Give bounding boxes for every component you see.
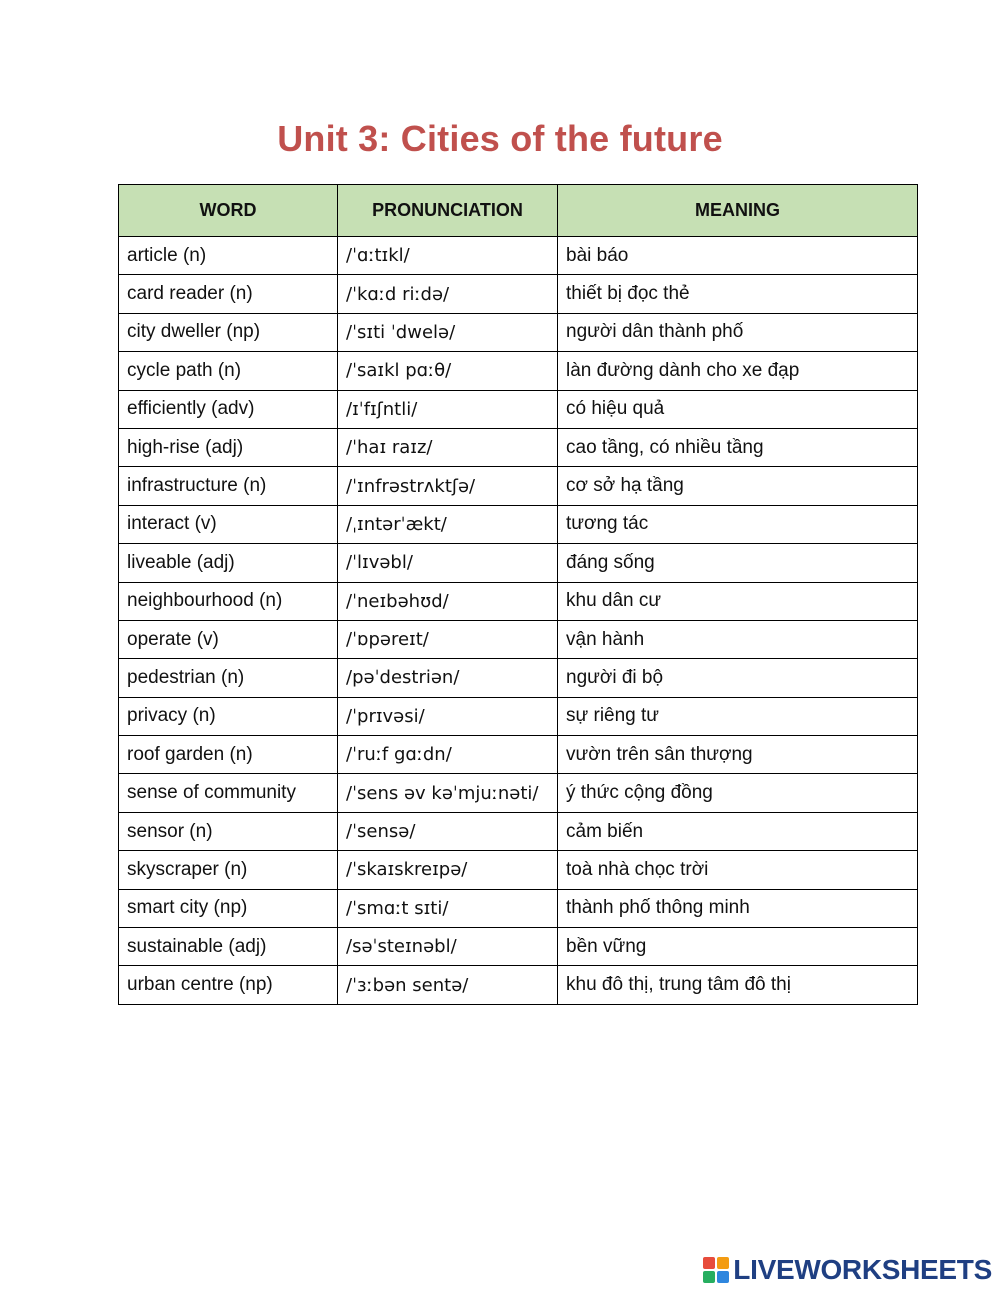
meaning-cell: người đi bộ <box>558 659 918 697</box>
meaning-cell: bài báo <box>558 237 918 275</box>
pronunciation-cell: /ˈsaɪkl pɑːθ/ <box>338 352 558 390</box>
pronunciation-cell: /ˈneɪbəhʊd/ <box>338 582 558 620</box>
word-cell: smart city (np) <box>119 889 338 927</box>
table-row <box>119 467 918 505</box>
table-row <box>119 812 918 850</box>
table-row <box>119 275 918 313</box>
pronunciation-cell: /ˈsens əv kəˈmjuːnəti/ <box>338 774 558 812</box>
table-row <box>119 851 918 889</box>
pronunciation-cell: /ˈkɑːd riːdə/ <box>338 275 558 313</box>
word-cell: cycle path (n) <box>119 352 338 390</box>
pronunciation-cell: /səˈsteɪnəbl/ <box>338 928 558 966</box>
brand-name: LIVEWORKSHEETS <box>733 1254 992 1285</box>
word-cell: high-rise (adj) <box>119 428 338 466</box>
header-word: WORD <box>119 185 338 237</box>
meaning-cell: cao tầng, có nhiều tầng <box>558 428 918 466</box>
meaning-cell: cảm biến <box>558 812 918 850</box>
word-cell: sustainable (adj) <box>119 928 338 966</box>
table-row <box>119 697 918 735</box>
word-cell: article (n) <box>119 237 338 275</box>
meaning-cell: toà nhà chọc trời <box>558 851 918 889</box>
pronunciation-cell: /ˈɑːtɪkl/ <box>338 237 558 275</box>
table-row <box>119 659 918 697</box>
meaning-cell: vận hành <box>558 620 918 658</box>
meaning-cell: người dân thành phố <box>558 313 918 351</box>
pronunciation-cell: /ˈsɪti ˈdwelə/ <box>338 313 558 351</box>
word-cell: efficiently (adv) <box>119 390 338 428</box>
header-meaning: MEANING <box>558 185 918 237</box>
word-cell: liveable (adj) <box>119 544 338 582</box>
table-row <box>119 928 918 966</box>
meaning-cell: cơ sở hạ tầng <box>558 467 918 505</box>
table-row <box>119 966 918 1004</box>
meaning-cell: vườn trên sân thượng <box>558 736 918 774</box>
header-pronunciation: PRONUNCIATION <box>338 185 558 237</box>
table-row <box>119 544 918 582</box>
liveworksheets-brand <box>703 1252 992 1288</box>
table-row <box>119 428 918 466</box>
table-row <box>119 774 918 812</box>
word-cell: neighbourhood (n) <box>119 582 338 620</box>
pronunciation-cell: /pəˈdestriən/ <box>338 659 558 697</box>
word-cell: sensor (n) <box>119 812 338 850</box>
table-row <box>119 352 918 390</box>
pronunciation-cell: /ˈhaɪ raɪz/ <box>338 428 558 466</box>
table-row <box>119 620 918 658</box>
table-row <box>119 505 918 543</box>
word-cell: sense of community <box>119 774 338 812</box>
meaning-cell: tương tác <box>558 505 918 543</box>
word-cell: urban centre (np) <box>119 966 338 1004</box>
pronunciation-cell: /ˈsensə/ <box>338 812 558 850</box>
table-row <box>119 582 918 620</box>
table-row <box>119 889 918 927</box>
table-header-row <box>119 185 918 237</box>
word-cell: pedestrian (n) <box>119 659 338 697</box>
word-cell: skyscraper (n) <box>119 851 338 889</box>
meaning-cell: đáng sống <box>558 544 918 582</box>
word-cell: operate (v) <box>119 620 338 658</box>
meaning-cell: ý thức cộng đồng <box>558 774 918 812</box>
meaning-cell: khu dân cư <box>558 582 918 620</box>
word-cell: infrastructure (n) <box>119 467 338 505</box>
word-cell: card reader (n) <box>119 275 338 313</box>
page-title: Unit 3: Cities of the future <box>277 118 723 159</box>
meaning-cell: bền vững <box>558 928 918 966</box>
word-cell: privacy (n) <box>119 697 338 735</box>
meaning-cell: thiết bị đọc thẻ <box>558 275 918 313</box>
meaning-cell: có hiệu quả <box>558 390 918 428</box>
table-row <box>119 736 918 774</box>
word-cell: city dweller (np) <box>119 313 338 351</box>
pronunciation-cell: /ˌɪntərˈækt/ <box>338 505 558 543</box>
liveworksheets-logo-icon <box>703 1257 729 1283</box>
meaning-cell: sự riêng tư <box>558 697 918 735</box>
table-row <box>119 313 918 351</box>
pronunciation-cell: /ˈɪnfrəstrʌktʃə/ <box>338 467 558 505</box>
pronunciation-cell: /ˈɜːbən sentə/ <box>338 966 558 1004</box>
pronunciation-cell: /ˈɒpəreɪt/ <box>338 620 558 658</box>
pronunciation-cell: /ˈlɪvəbl/ <box>338 544 558 582</box>
word-cell: interact (v) <box>119 505 338 543</box>
table-row <box>119 390 918 428</box>
pronunciation-cell: /ˈprɪvəsi/ <box>338 697 558 735</box>
meaning-cell: khu đô thị, trung tâm đô thị <box>558 966 918 1004</box>
pronunciation-cell: /ɪˈfɪʃntli/ <box>338 390 558 428</box>
pronunciation-cell: /ˈskaɪskreɪpə/ <box>338 851 558 889</box>
meaning-cell: làn đường dành cho xe đạp <box>558 352 918 390</box>
table-row <box>119 237 918 275</box>
pronunciation-cell: /ˈsmɑːt sɪti/ <box>338 889 558 927</box>
word-cell: roof garden (n) <box>119 736 338 774</box>
meaning-cell: thành phố thông minh <box>558 889 918 927</box>
vocabulary-table <box>118 184 918 1005</box>
pronunciation-cell: /ˈruːf gɑːdn/ <box>338 736 558 774</box>
